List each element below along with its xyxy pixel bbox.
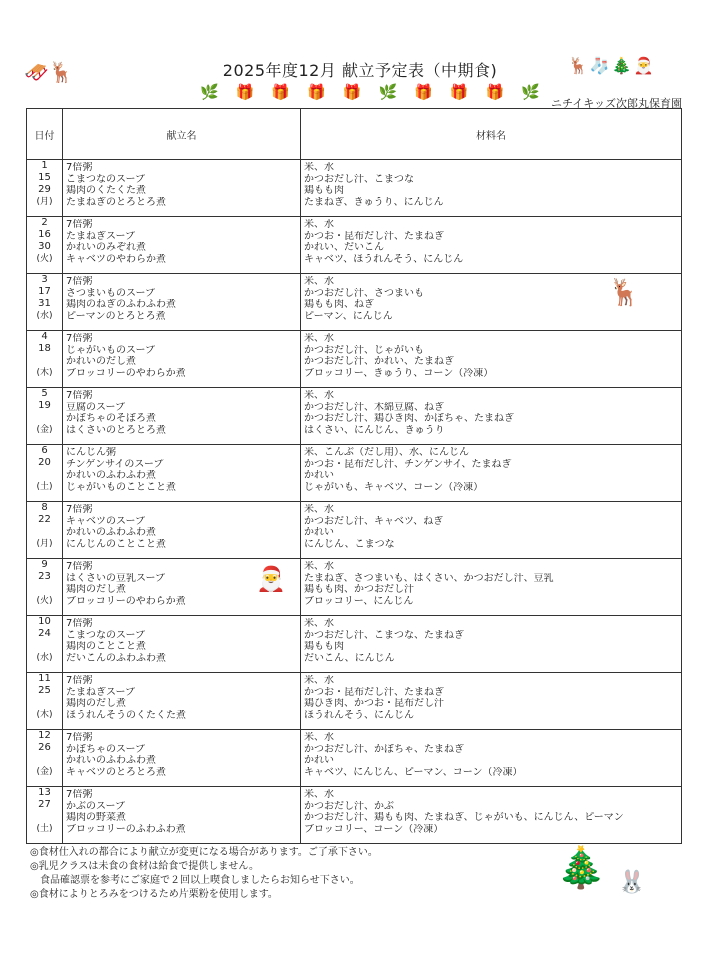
- dish-cell: [63, 559, 301, 616]
- gift-icon: 🎁: [342, 82, 362, 101]
- dish-name: 7倍粥: [66, 219, 93, 230]
- date-cell: [27, 673, 63, 730]
- table-row: [27, 274, 682, 331]
- dish-name: はくさいの豆乳スープ: [66, 572, 165, 584]
- spacer: [27, 583, 62, 595]
- ingredient-line: じゃがいも、キャベツ、コーン（冷凍）: [304, 481, 484, 493]
- dish-name: たまねぎスープ: [66, 230, 135, 242]
- dish-cell: [63, 502, 301, 559]
- spacer: [27, 697, 62, 709]
- spacer: [27, 355, 62, 367]
- ingredient-line: にんじん、こまつな: [304, 538, 395, 550]
- dish-cell: [63, 730, 301, 787]
- dish-name: ピーマンのとろとろ煮: [66, 310, 166, 322]
- weekday-label: (木): [36, 710, 53, 720]
- page-header: [0, 0, 720, 118]
- note-line: 食品確認票を参考にご家庭で２回以上喫食しましたらお知らせ下さい。: [40, 875, 360, 886]
- ingredients-cell: [301, 160, 682, 217]
- ingredient-line: 鶏もも肉、かつおだし汁: [304, 584, 414, 595]
- dish-name: キャベツのとろとろ煮: [66, 766, 166, 778]
- day-number: 24: [38, 628, 51, 639]
- dish-name: 鶏肉のねぎのふわふわ煮: [66, 299, 176, 310]
- dish-name: キャベツのスープ: [66, 515, 145, 527]
- weekday-label: (木): [36, 368, 53, 378]
- ingredient-line: ほうれんそう、にんじん: [304, 709, 414, 721]
- ingredient-line: はくさい、にんじん、きゅうり: [304, 424, 445, 436]
- dish-name: じゃがいものことこと煮: [66, 481, 176, 493]
- dish-name: かれいのふわふわ煮: [66, 470, 156, 481]
- christmas-tree-icon: 🎄: [556, 845, 606, 891]
- weekday-label: (金): [36, 767, 53, 777]
- dish-name: たまねぎスープ: [66, 686, 135, 698]
- dish-name: ブロッコリーのふわふわ煮: [66, 823, 186, 835]
- ingredient-line: かつおだし汁、かぼちゃ、たまねぎ: [304, 743, 464, 755]
- santa-mascot-icon: 🎅: [256, 565, 286, 593]
- nursery-name: ニチイキッズ次郎丸保育園: [550, 97, 682, 110]
- table-row: [27, 160, 682, 217]
- day-number: 29: [38, 184, 51, 195]
- bunny-santa-icon: 🐰: [618, 870, 646, 895]
- dish-cell: [63, 616, 301, 673]
- dish-name: かれいのだし煮: [66, 356, 136, 367]
- ingredients-cell: [301, 445, 682, 502]
- ingredients-cell: [301, 616, 682, 673]
- date-cell: [27, 160, 63, 217]
- ingredient-line: かつお・昆布だし汁、たまねぎ: [304, 686, 444, 698]
- day-number: 11: [38, 673, 51, 684]
- christmas-ornaments-icon: 🦌🧦🎄🎅: [568, 56, 656, 75]
- ingredient-line: ピーマン、にんじん: [304, 310, 393, 322]
- weekday-label: (金): [36, 425, 53, 435]
- day-number: 1: [41, 160, 48, 171]
- table-row: [27, 331, 682, 388]
- day-number: 4: [41, 331, 48, 342]
- ingredient-line: かつおだし汁、かれい、たまねぎ: [304, 356, 454, 367]
- ingredient-line: 鶏もも肉: [304, 641, 344, 652]
- day-number: 10: [38, 616, 51, 627]
- table-row: [27, 388, 682, 445]
- dish-name: こまつなのスープ: [66, 629, 145, 641]
- weekday-label: (土): [36, 482, 53, 492]
- ingredient-line: 米、水: [304, 390, 334, 401]
- date-cell: [27, 559, 63, 616]
- dish-name: 鶏肉のことこと煮: [66, 641, 146, 652]
- dish-name: 7倍粥: [66, 162, 93, 173]
- dish-name: 鶏肉のだし煮: [66, 698, 126, 709]
- ingredients-cell: [301, 730, 682, 787]
- date-cell: [27, 616, 63, 673]
- gift-icon: 🎁: [271, 82, 291, 101]
- dish-name: 7倍粥: [66, 789, 93, 800]
- ingredient-line: かつおだし汁、こまつな: [304, 173, 414, 185]
- day-number: 16: [38, 229, 51, 240]
- day-number: 26: [38, 742, 51, 753]
- ingredient-line: かれい: [304, 755, 334, 766]
- dish-name: 7倍粥: [66, 276, 93, 287]
- table-row: [27, 559, 682, 616]
- ingredient-line: たまねぎ、きゅうり、にんじん: [304, 196, 444, 208]
- dish-name: かれいのふわふわ煮: [66, 755, 156, 766]
- dish-name: 7倍粥: [66, 390, 93, 401]
- dish-name: かぼちゃのそぼろ煮: [66, 413, 156, 424]
- table-row: [27, 217, 682, 274]
- dish-cell: [63, 160, 301, 217]
- ingredients-cell: [301, 217, 682, 274]
- day-number: 22: [38, 514, 51, 525]
- dish-name: かれいのみぞれ煮: [66, 242, 146, 253]
- day-number: 3: [41, 274, 48, 285]
- day-number: 13: [38, 787, 51, 798]
- dish-name: さつまいものスープ: [66, 287, 155, 299]
- dish-cell: [63, 331, 301, 388]
- day-number: 5: [41, 388, 48, 399]
- day-number: 6: [41, 445, 48, 456]
- day-number: 12: [38, 730, 51, 741]
- table-row: [27, 787, 682, 844]
- ingredient-line: 米、水: [304, 504, 334, 515]
- dish-name: 7倍粥: [66, 732, 93, 743]
- ingredient-line: たまねぎ、さつまいも、はくさい、かつおだし汁、豆乳: [304, 572, 554, 584]
- gift-icon: 🎁: [235, 82, 255, 101]
- dish-cell: [63, 787, 301, 844]
- day-number: 2: [41, 217, 48, 228]
- dish-column-header: 献立名: [63, 109, 301, 160]
- dish-name: 鶏肉のだし煮: [66, 584, 126, 595]
- ornament-icon: 🎁: [307, 82, 326, 101]
- dish-name: こまつなのスープ: [66, 173, 145, 185]
- dish-name: にんじん粥: [66, 447, 116, 458]
- dish-name: じゃがいものスープ: [66, 344, 155, 356]
- ingredients-cell: [301, 559, 682, 616]
- day-number: 8: [41, 502, 48, 513]
- dish-name: かぶのスープ: [66, 800, 125, 812]
- ingredient-line: 米、水: [304, 561, 334, 572]
- spacer: [27, 526, 62, 538]
- dish-name: だいこんのふわふわ煮: [66, 652, 166, 664]
- date-cell: [27, 274, 63, 331]
- dish-name: 豆腐のスープ: [66, 401, 125, 413]
- dish-name: にんじんのことこと煮: [66, 538, 166, 550]
- date-column-header: 日付: [27, 109, 63, 160]
- table-header-row: [27, 109, 682, 160]
- ingredient-line: 米、水: [304, 675, 334, 686]
- table-row: [27, 673, 682, 730]
- ingredient-line: 鶏もも肉: [304, 185, 344, 196]
- ingredients-cell: [301, 787, 682, 844]
- table-row: [27, 502, 682, 559]
- spacer: [27, 640, 62, 652]
- dish-name: 7倍粥: [66, 504, 93, 515]
- day-number: 15: [38, 172, 51, 183]
- day-number: 23: [38, 571, 51, 582]
- dish-name: 鶏肉の野菜煮: [66, 812, 126, 823]
- dish-cell: [63, 445, 301, 502]
- ingredient-line: かつおだし汁、木綿豆腐、ねぎ: [304, 401, 444, 413]
- holly-icon: 🌿: [200, 82, 219, 101]
- ingredient-line: キャベツ、ほうれんそう、にんじん: [304, 253, 464, 265]
- weekday-label: (月): [36, 197, 53, 207]
- date-cell: [27, 217, 63, 274]
- spacer: [27, 412, 62, 424]
- holly-icon: 🌿: [378, 82, 398, 101]
- ingredient-line: 米、水: [304, 732, 334, 743]
- day-number: 25: [38, 685, 51, 696]
- day-number: 27: [38, 799, 51, 810]
- weekday-label: (水): [36, 653, 53, 663]
- day-number: 18: [38, 343, 51, 354]
- ingredients-cell: [301, 331, 682, 388]
- dish-name: はくさいのとろとろ煮: [66, 424, 166, 436]
- ingredient-line: ブロッコリー、きゅうり、コーン（冷凍）: [304, 367, 494, 379]
- page-title: 2025年度12月 献立予定表（中期食): [222, 61, 498, 80]
- dish-name: かれいのふわふわ煮: [66, 527, 156, 538]
- ingredients-cell: [301, 673, 682, 730]
- spacer: [27, 469, 62, 481]
- table-row: [27, 616, 682, 673]
- date-cell: [27, 730, 63, 787]
- footer-notes: [30, 846, 378, 902]
- ingredient-line: かれい: [304, 470, 334, 481]
- weekday-label: (月): [36, 539, 53, 549]
- ingredients-cell: [301, 502, 682, 559]
- ingredient-line: かつおだし汁、じゃがいも: [304, 344, 424, 356]
- dish-name: 7倍粥: [66, 561, 93, 572]
- dish-cell: [63, 673, 301, 730]
- reindeer-mascot-icon: 🦌: [608, 278, 641, 308]
- dish-name: キャベツのやわらか煮: [66, 253, 166, 265]
- ingredient-line: 米、水: [304, 333, 334, 344]
- ingredients-cell: [301, 388, 682, 445]
- ingredient-line: かつおだし汁、鶏ひき肉、かぼちゃ、たまねぎ: [304, 413, 514, 424]
- dish-name: ブロッコリーのやわらか煮: [66, 367, 186, 379]
- table-row: [27, 445, 682, 502]
- ingredient-line: 鶏ひき肉、かつお・昆布だし汁: [304, 698, 444, 709]
- ingredient-line: かつおだし汁、鶏もも肉、たまねぎ、じゃがいも、にんじん、ピーマン: [304, 812, 624, 823]
- ingredient-line: 米、水: [304, 618, 334, 629]
- date-cell: [27, 331, 63, 388]
- weekday-label: (火): [36, 596, 53, 606]
- dish-name: たまねぎのとろとろ煮: [66, 196, 166, 208]
- dish-name: 鶏肉のくたくた煮: [66, 185, 146, 196]
- date-cell: [27, 502, 63, 559]
- ingredient-line: かつおだし汁、こまつな、たまねぎ: [304, 629, 464, 641]
- note-line: ◎乳児クラスは未食の食材は給食で提供しません。: [30, 861, 260, 872]
- ornament-icon: 🎁: [485, 82, 505, 101]
- day-number: 31: [38, 298, 51, 309]
- ingredient-line: 米、水: [304, 276, 334, 287]
- dish-name: かぼちゃのスープ: [66, 743, 145, 755]
- dish-name: ほうれんそうのくたくた煮: [66, 709, 186, 721]
- weekday-label: (水): [36, 311, 53, 321]
- dish-name: チンゲンサイのスープ: [66, 458, 164, 470]
- dish-cell: [63, 274, 301, 331]
- ingredient-line: かつお・昆布だし汁、たまねぎ: [304, 230, 444, 242]
- ingredient-line: かつおだし汁、さつまいも: [304, 287, 424, 299]
- dish-name: 7倍粥: [66, 333, 93, 344]
- day-number: 19: [38, 400, 51, 411]
- ingredient-line: 米、水: [304, 789, 334, 800]
- holly-gift-garland: [200, 80, 540, 104]
- ingredient-line: ブロッコリー、にんじん: [304, 595, 414, 607]
- ingredient-line: 鶏もも肉、ねぎ: [304, 299, 374, 310]
- day-number: 30: [38, 241, 51, 252]
- santa-sleigh-icon: 🛷🦌: [24, 60, 74, 84]
- ingredient-line: 米、水: [304, 162, 334, 173]
- gift-icon: 🎁: [414, 82, 433, 101]
- day-number: 17: [38, 286, 51, 297]
- ingredient-line: ブロッコリー、コーン（冷凍）: [304, 823, 444, 835]
- ingredient-line: かれい: [304, 527, 334, 538]
- gift-icon: 🎁: [449, 82, 469, 101]
- ingredient-line: かつお・昆布だし汁、チンゲンサイ、たまねぎ: [304, 458, 512, 470]
- ingredient-line: キャベツ、にんじん、ピーマン、コーン（冷凍）: [304, 766, 523, 778]
- dish-name: 7倍粥: [66, 675, 93, 686]
- spacer: [27, 811, 62, 823]
- date-cell: [27, 388, 63, 445]
- ingredient-line: かつおだし汁、キャベツ、ねぎ: [304, 515, 444, 527]
- ingredient-line: かつおだし汁、かぶ: [304, 800, 394, 812]
- weekday-label: (火): [36, 254, 53, 264]
- ingredient-line: 米、こんぶ（だし用）、水、にんじん: [304, 447, 469, 458]
- date-cell: [27, 787, 63, 844]
- weekday-label: (土): [36, 824, 53, 834]
- day-number: 20: [38, 457, 51, 468]
- dish-name: 7倍粥: [66, 618, 93, 629]
- note-line: ◎食材仕入れの都合により献立が変更になる場合があります。ご了承下さい。: [30, 847, 378, 858]
- note-line: ◎食材によりとろみをつけるため片栗粉を使用します。: [30, 889, 278, 900]
- ingredient-line: 米、水: [304, 219, 334, 230]
- spacer: [27, 754, 62, 766]
- dish-cell: [63, 217, 301, 274]
- dish-cell: [63, 388, 301, 445]
- ingredients-column-header: 材料名: [301, 109, 682, 160]
- table-row: [27, 730, 682, 787]
- day-number: 9: [41, 559, 48, 570]
- menu-table-body: [27, 160, 682, 844]
- date-cell: [27, 445, 63, 502]
- menu-table: [26, 108, 682, 844]
- ingredient-line: かれい、だいこん: [304, 242, 384, 253]
- ingredient-line: だいこん、にんじん: [304, 652, 395, 664]
- dish-name: ブロッコリーのやわらか煮: [66, 595, 186, 607]
- holly-icon: 🌿: [521, 82, 540, 101]
